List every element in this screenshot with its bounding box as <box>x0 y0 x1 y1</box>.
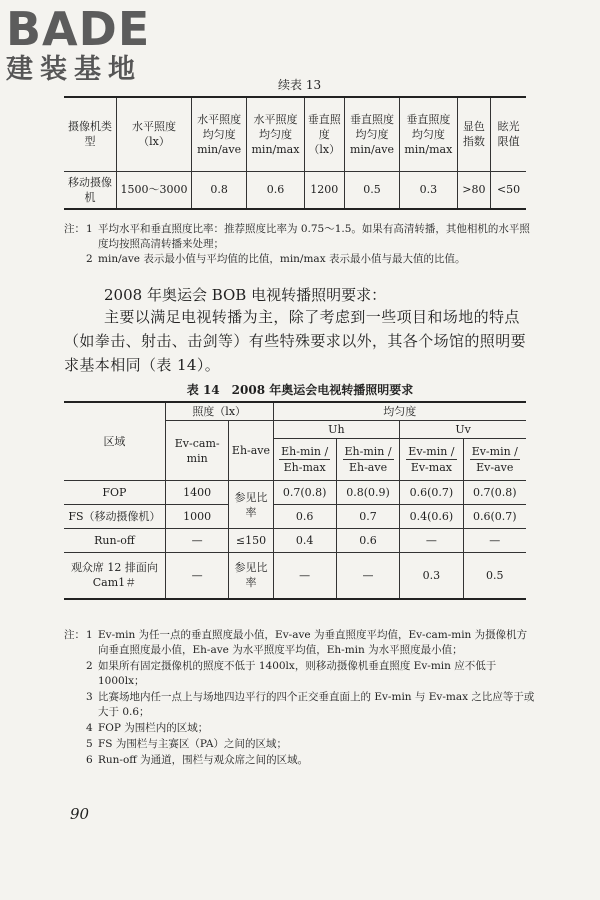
table-row <box>64 481 526 505</box>
table-cell: <50 <box>491 171 526 209</box>
table-cell: 参见比率 <box>229 481 273 529</box>
table-cell: — <box>400 529 463 553</box>
table-cell: 0.7 <box>336 505 399 529</box>
header-cell: 水平照度均匀度 min/max <box>247 97 304 171</box>
table-row <box>64 505 526 529</box>
header-cell-eh-ave: Eh-ave <box>229 421 273 481</box>
header-cell: 垂直照度均匀度 min/max <box>400 97 457 171</box>
table-cell: 1500～3000 <box>117 171 192 209</box>
header-cell: 水平照度均匀度 min/ave <box>191 97 246 171</box>
table-cell: 0.6(0.7) <box>463 505 526 529</box>
header-cell-ratio: Eh-min / Eh-max <box>273 439 336 481</box>
header-cell-area: 区域 <box>64 402 165 481</box>
table-cell: 0.7(0.8) <box>463 481 526 505</box>
note-text: Ev-min 为任一点的垂直照度最小值，Ev-ave 为垂直照度平均值，Ev-cam-min 为摄像机方向垂直照度最小值，Eh-ave 为水平照度平均值，Eh-min 为水平照度最小值； <box>98 629 528 656</box>
table-14-title: 表 14 2008 年奥运会电视转播照明要求 <box>186 383 414 397</box>
note-item <box>64 659 536 689</box>
header-cell-illuminance: 照度（lx） <box>165 402 273 421</box>
note-item <box>64 737 536 752</box>
note-item <box>64 252 534 267</box>
table-cell: 0.3 <box>400 171 457 209</box>
header-cell-ratio: Ev-min / Ev-ave <box>463 439 526 481</box>
note-text: 比赛场地内任一点上与场地四边平行的四个正交垂直面上的 Ev-min 与 Ev-max 之比应等于或大于 0.6； <box>98 691 535 718</box>
logo <box>6 2 176 86</box>
note-number: 6 <box>86 754 93 766</box>
note-item <box>64 753 536 768</box>
table-header-row <box>64 97 526 171</box>
note-text: 平均水平和垂直照度比率：推荐照度比率为 0.75～1.5。如果有高清转播，其他相机的水平照度均按照高清转播来处理； <box>98 223 530 250</box>
table-cell: — <box>165 553 229 599</box>
table-13 <box>64 96 526 210</box>
table-row <box>64 553 526 599</box>
table-cell: FS（移动摄像机） <box>64 505 165 529</box>
table-cell: 0.6 <box>336 529 399 553</box>
table-cell: — <box>273 553 336 599</box>
table-cell: 0.3 <box>400 553 463 599</box>
table-cell: FOP <box>64 481 165 505</box>
header-cell-uniformity: 均匀度 <box>273 402 526 421</box>
note-number: 3 <box>86 691 93 703</box>
note-prefix: 注： <box>64 223 85 235</box>
note-prefix: 注： <box>64 629 85 641</box>
note-number: 1 <box>86 629 93 641</box>
header-cell-uh: Uh <box>273 421 400 439</box>
table-cell: — <box>165 529 229 553</box>
header-cell-ev-cam-min: Ev-cam-min <box>165 421 229 481</box>
header-cell: 垂直照度均匀度 min/ave <box>344 97 399 171</box>
header-cell: 摄像机类型 <box>64 97 117 171</box>
note-item <box>64 690 536 720</box>
table-cell: 移动摄像机 <box>64 171 117 209</box>
table-cell: — <box>336 553 399 599</box>
table-continued-label: 续表 13 <box>278 78 322 92</box>
table-cell: 0.4(0.6) <box>400 505 463 529</box>
table-14-notes <box>64 628 536 769</box>
table-cell: 1000 <box>165 505 229 529</box>
table-cell: 1200 <box>304 171 344 209</box>
paragraph-heading: 2008 年奥运会 BOB 电视转播照明要求： <box>104 286 387 304</box>
table-cell: 参见比率 <box>229 553 273 599</box>
table-cell: 1400 <box>165 481 229 505</box>
table-cell: — <box>463 529 526 553</box>
table-cell: 0.4 <box>273 529 336 553</box>
table-row <box>64 171 526 209</box>
note-item <box>64 721 536 736</box>
note-number: 1 <box>86 223 93 235</box>
table-cell: >80 <box>457 171 491 209</box>
table-cell: 0.8 <box>191 171 246 209</box>
table-cell: 0.6 <box>273 505 336 529</box>
header-cell-uv: Uv <box>400 421 526 439</box>
table-cell: 0.7(0.8) <box>273 481 336 505</box>
note-item <box>64 628 536 658</box>
header-cell-ratio: Ev-min / Ev-max <box>400 439 463 481</box>
table-cell: 0.5 <box>463 553 526 599</box>
note-item <box>64 222 534 252</box>
table-cell: 0.5 <box>344 171 399 209</box>
header-cell: 眩光限值 <box>491 97 526 171</box>
table-13-notes <box>64 222 534 267</box>
table-cell: ≤150 <box>229 529 273 553</box>
table-cell: 观众席 12 排面向 Cam1＃ <box>64 553 165 599</box>
header-cell: 水平照度（lx） <box>117 97 192 171</box>
logo-text-cn: 建装基地 <box>6 54 142 85</box>
note-number: 4 <box>86 722 93 734</box>
header-cell-ratio: Eh-min / Eh-ave <box>336 439 399 481</box>
page-number: 90 <box>70 805 90 823</box>
note-text: Run-off 为通道，围栏与观众席之间的区域。 <box>98 754 309 766</box>
note-number: 2 <box>86 660 93 672</box>
note-text: 如果所有固定摄像机的照度不低于 1400lx，则移动摄像机垂直照度 Ev-min 应不低于 1000lx； <box>98 660 497 687</box>
note-text: min/ave 表示最小值与平均值的比值，min/max 表示最小值与最大值的比值。 <box>98 253 466 265</box>
table-cell: Run-off <box>64 529 165 553</box>
header-cell: 显色指数 <box>457 97 491 171</box>
table-header-row <box>64 402 526 421</box>
table-cell: 0.6 <box>247 171 304 209</box>
table-14 <box>64 401 526 600</box>
body-paragraph: 主要以满足电视转播为主，除了考虑到一些项目和场地的特点（如拳击、射击、击剑等）有些特殊要求以外，其各个场馆的照明要求基本相同（表 14）。 <box>64 308 527 374</box>
table-cell: 0.8(0.9) <box>336 481 399 505</box>
note-text: FOP 为围栏内的区域； <box>98 722 209 734</box>
note-number: 2 <box>86 253 93 265</box>
logo-text-en: BADE <box>6 2 151 56</box>
table-row <box>64 529 526 553</box>
header-cell: 垂直照度（lx） <box>304 97 344 171</box>
table-cell: 0.6(0.7) <box>400 481 463 505</box>
note-number: 5 <box>86 738 93 750</box>
note-text: FS 为围栏与主赛区（PA）之间的区域； <box>98 738 287 750</box>
